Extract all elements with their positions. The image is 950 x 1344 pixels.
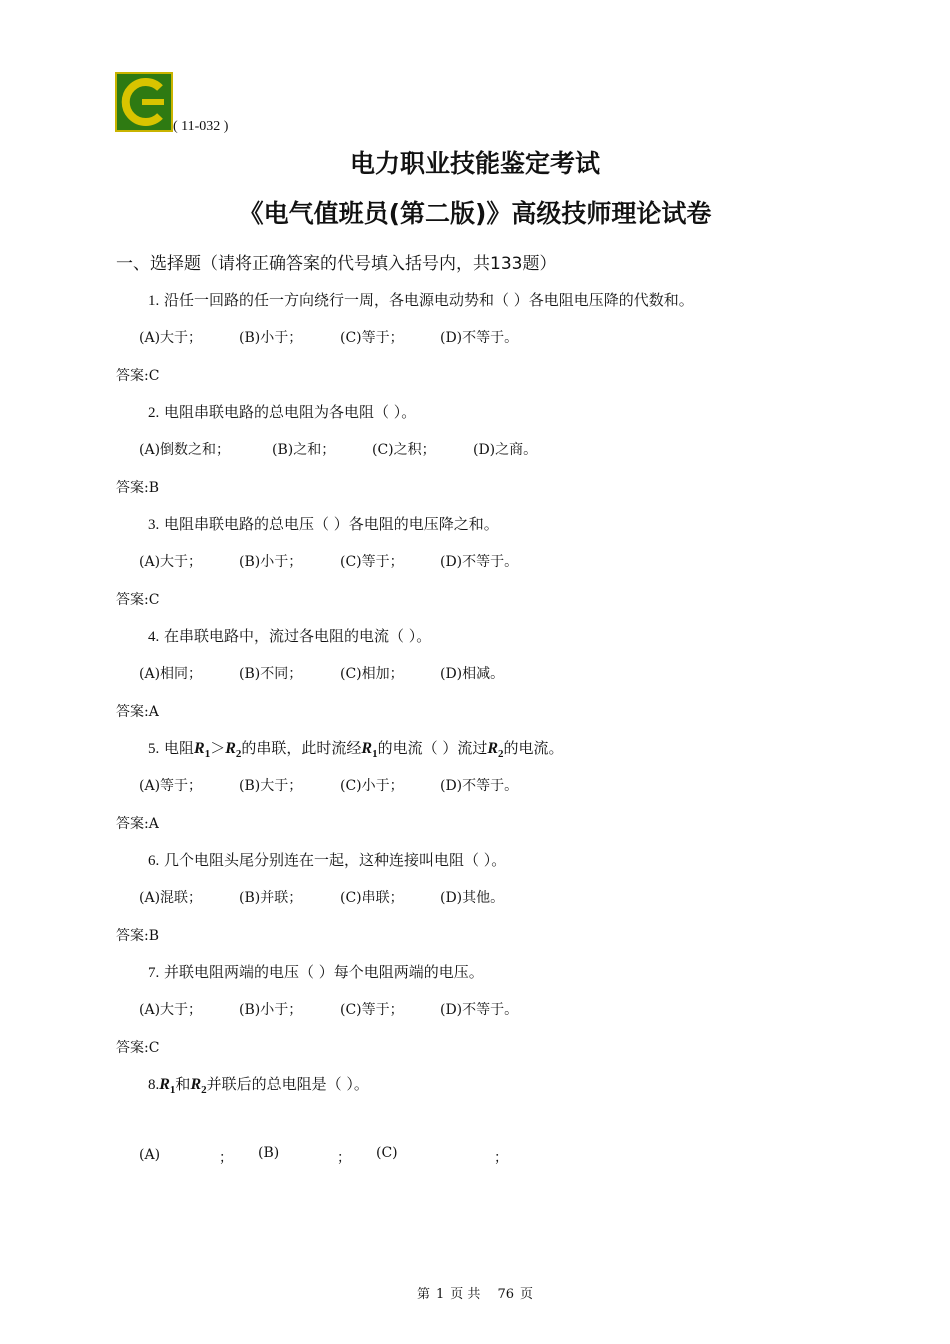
option-c: (C)相加；	[340, 666, 404, 682]
answer-1: 答案:C	[116, 368, 160, 384]
logo	[115, 72, 173, 132]
option-b: (B)不同；	[239, 666, 303, 682]
option-c-sep: ；	[494, 1150, 508, 1166]
option-c: (C)小于；	[340, 778, 404, 794]
option-c: (C)等于；	[340, 330, 404, 346]
option-a: (A)倒数之和；	[139, 442, 231, 458]
option-d: (D)之商。	[473, 442, 538, 458]
option-a: (A)相同；	[139, 666, 203, 682]
option-a: (A)等于；	[139, 778, 203, 794]
option-c: (C)之积；	[372, 442, 436, 458]
exam-code: ( 11-032 )	[173, 119, 229, 134]
option-a: (A)大于；	[139, 554, 203, 570]
question-8: $8.R_1$和$R_2$并联后的总电阻是（ ）。	[148, 1075, 369, 1096]
page-title: 电力职业技能鉴定考试	[349, 149, 600, 178]
footer-mid: 页 共	[450, 1287, 481, 1302]
footer-page-number: 1	[436, 1287, 445, 1302]
question-2: 2. 电阻串联电路的总电阻为各电阻（ ）。	[148, 403, 417, 421]
answer-2: 答案:B	[116, 480, 160, 496]
option-a: (A)大于；	[139, 330, 203, 346]
answer-7: 答案:C	[116, 1040, 160, 1056]
option-d: (D)不等于。	[440, 778, 519, 794]
page-footer	[0, 1283, 950, 1302]
option-a: (A)混联；	[139, 890, 203, 906]
question-4: 4. 在串联电路中，流过各电阻的电流（ ）。	[148, 627, 432, 645]
question-7: 7. 并联电阻两端的电压（ ）每个电阻两端的电压。	[148, 963, 484, 981]
question-1: 1. 沿任一回路的任一方向绕行一周，各电源电动势和（ ）各电阻电压降的代数和。	[148, 291, 694, 309]
answer-3: 答案:C	[116, 592, 160, 608]
option-d: (D)不等于。	[440, 554, 519, 570]
option-a: (A)	[139, 1147, 161, 1163]
option-d: (D)其他。	[440, 890, 505, 906]
option-b: (B)小于；	[239, 1002, 303, 1018]
option-b: (B)小于；	[239, 330, 303, 346]
option-b: (B)	[258, 1145, 280, 1161]
answer-6: 答案:B	[116, 928, 160, 944]
section-title: 一、选择题（请将正确答案的代号填入括号内，共133题）	[116, 254, 557, 274]
option-d: (D)不等于。	[440, 1002, 519, 1018]
question-5: 5. 电阻$R_1>R_2$的串联，此时流经$R_1$的电流（ ）流过$R_2$的电流。	[148, 739, 564, 760]
option-c: (C)串联；	[340, 890, 404, 906]
option-b: (B)之和；	[272, 442, 336, 458]
footer-total-pages: 76	[497, 1287, 514, 1302]
footer-end: 页	[519, 1287, 533, 1302]
answer-5: 答案:A	[116, 816, 159, 832]
option-c: (C)等于；	[340, 554, 404, 570]
option-a: (A)大于；	[139, 1002, 203, 1018]
question-6: 6. 几个电阻头尾分别连在一起，这种连接叫电阻（ ）。	[148, 851, 507, 869]
option-c: (C)	[376, 1145, 398, 1161]
answer-4: 答案:A	[116, 704, 159, 720]
option-c: (C)等于；	[340, 1002, 404, 1018]
option-d: (D)不等于。	[440, 330, 519, 346]
footer-page-label: 第	[417, 1287, 431, 1302]
question-3: 3. 电阻串联电路的总电压（ ）各电阻的电压降之和。	[148, 515, 499, 533]
option-b: (B)小于；	[239, 554, 303, 570]
option-a-sep: ；	[219, 1150, 233, 1166]
page-subtitle: 《电气值班员(第二版)》高级技师理论试卷	[238, 199, 712, 228]
logo-emblem-icon	[117, 74, 171, 130]
option-d: (D)相减。	[440, 666, 505, 682]
option-b-sep: ；	[337, 1150, 351, 1166]
option-b: (B)大于；	[239, 778, 303, 794]
option-b: (B)并联；	[239, 890, 303, 906]
